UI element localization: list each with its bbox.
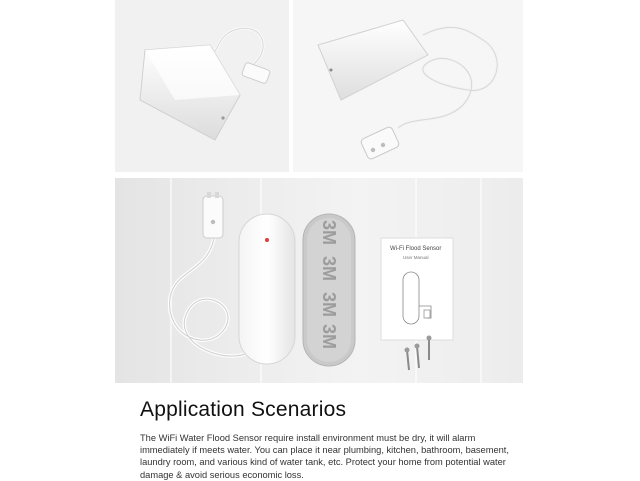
adhesive-logo-text: 3M (319, 292, 339, 318)
manual-subtitle: User Manual (403, 255, 429, 260)
section-description: The WiFi Water Flood Sensor require install environment must be dry, it will alarm immediately if meets water. You can place it near plumbing, kitchen, bathroom, basement, laundry room, and various kind of water tank, etc. Protect your home from potential water damage & avoid serious economic loss. (140, 433, 509, 480)
adhesive-pad (303, 214, 355, 366)
mounting-screws-icon (405, 336, 432, 371)
adhesive-logo-text: 3M (319, 324, 339, 350)
water-sensor-device (239, 214, 295, 364)
sensor-device-angled-image (115, 0, 289, 172)
manual-title: Wi-Fi Flood Sensor (390, 246, 442, 252)
product-photo-top-right (293, 0, 523, 172)
adhesive-logo-text: 3M (319, 256, 339, 282)
status-led-icon (265, 238, 269, 242)
probe-connector (203, 192, 223, 238)
product-photo-top-left (115, 0, 289, 172)
user-manual (381, 238, 453, 340)
adhesive-logo-text: 3M (319, 220, 339, 246)
package-contents-photo (115, 178, 523, 383)
section-heading: Application Scenarios (140, 398, 347, 421)
sensor-device-with-cable-image (293, 0, 523, 172)
